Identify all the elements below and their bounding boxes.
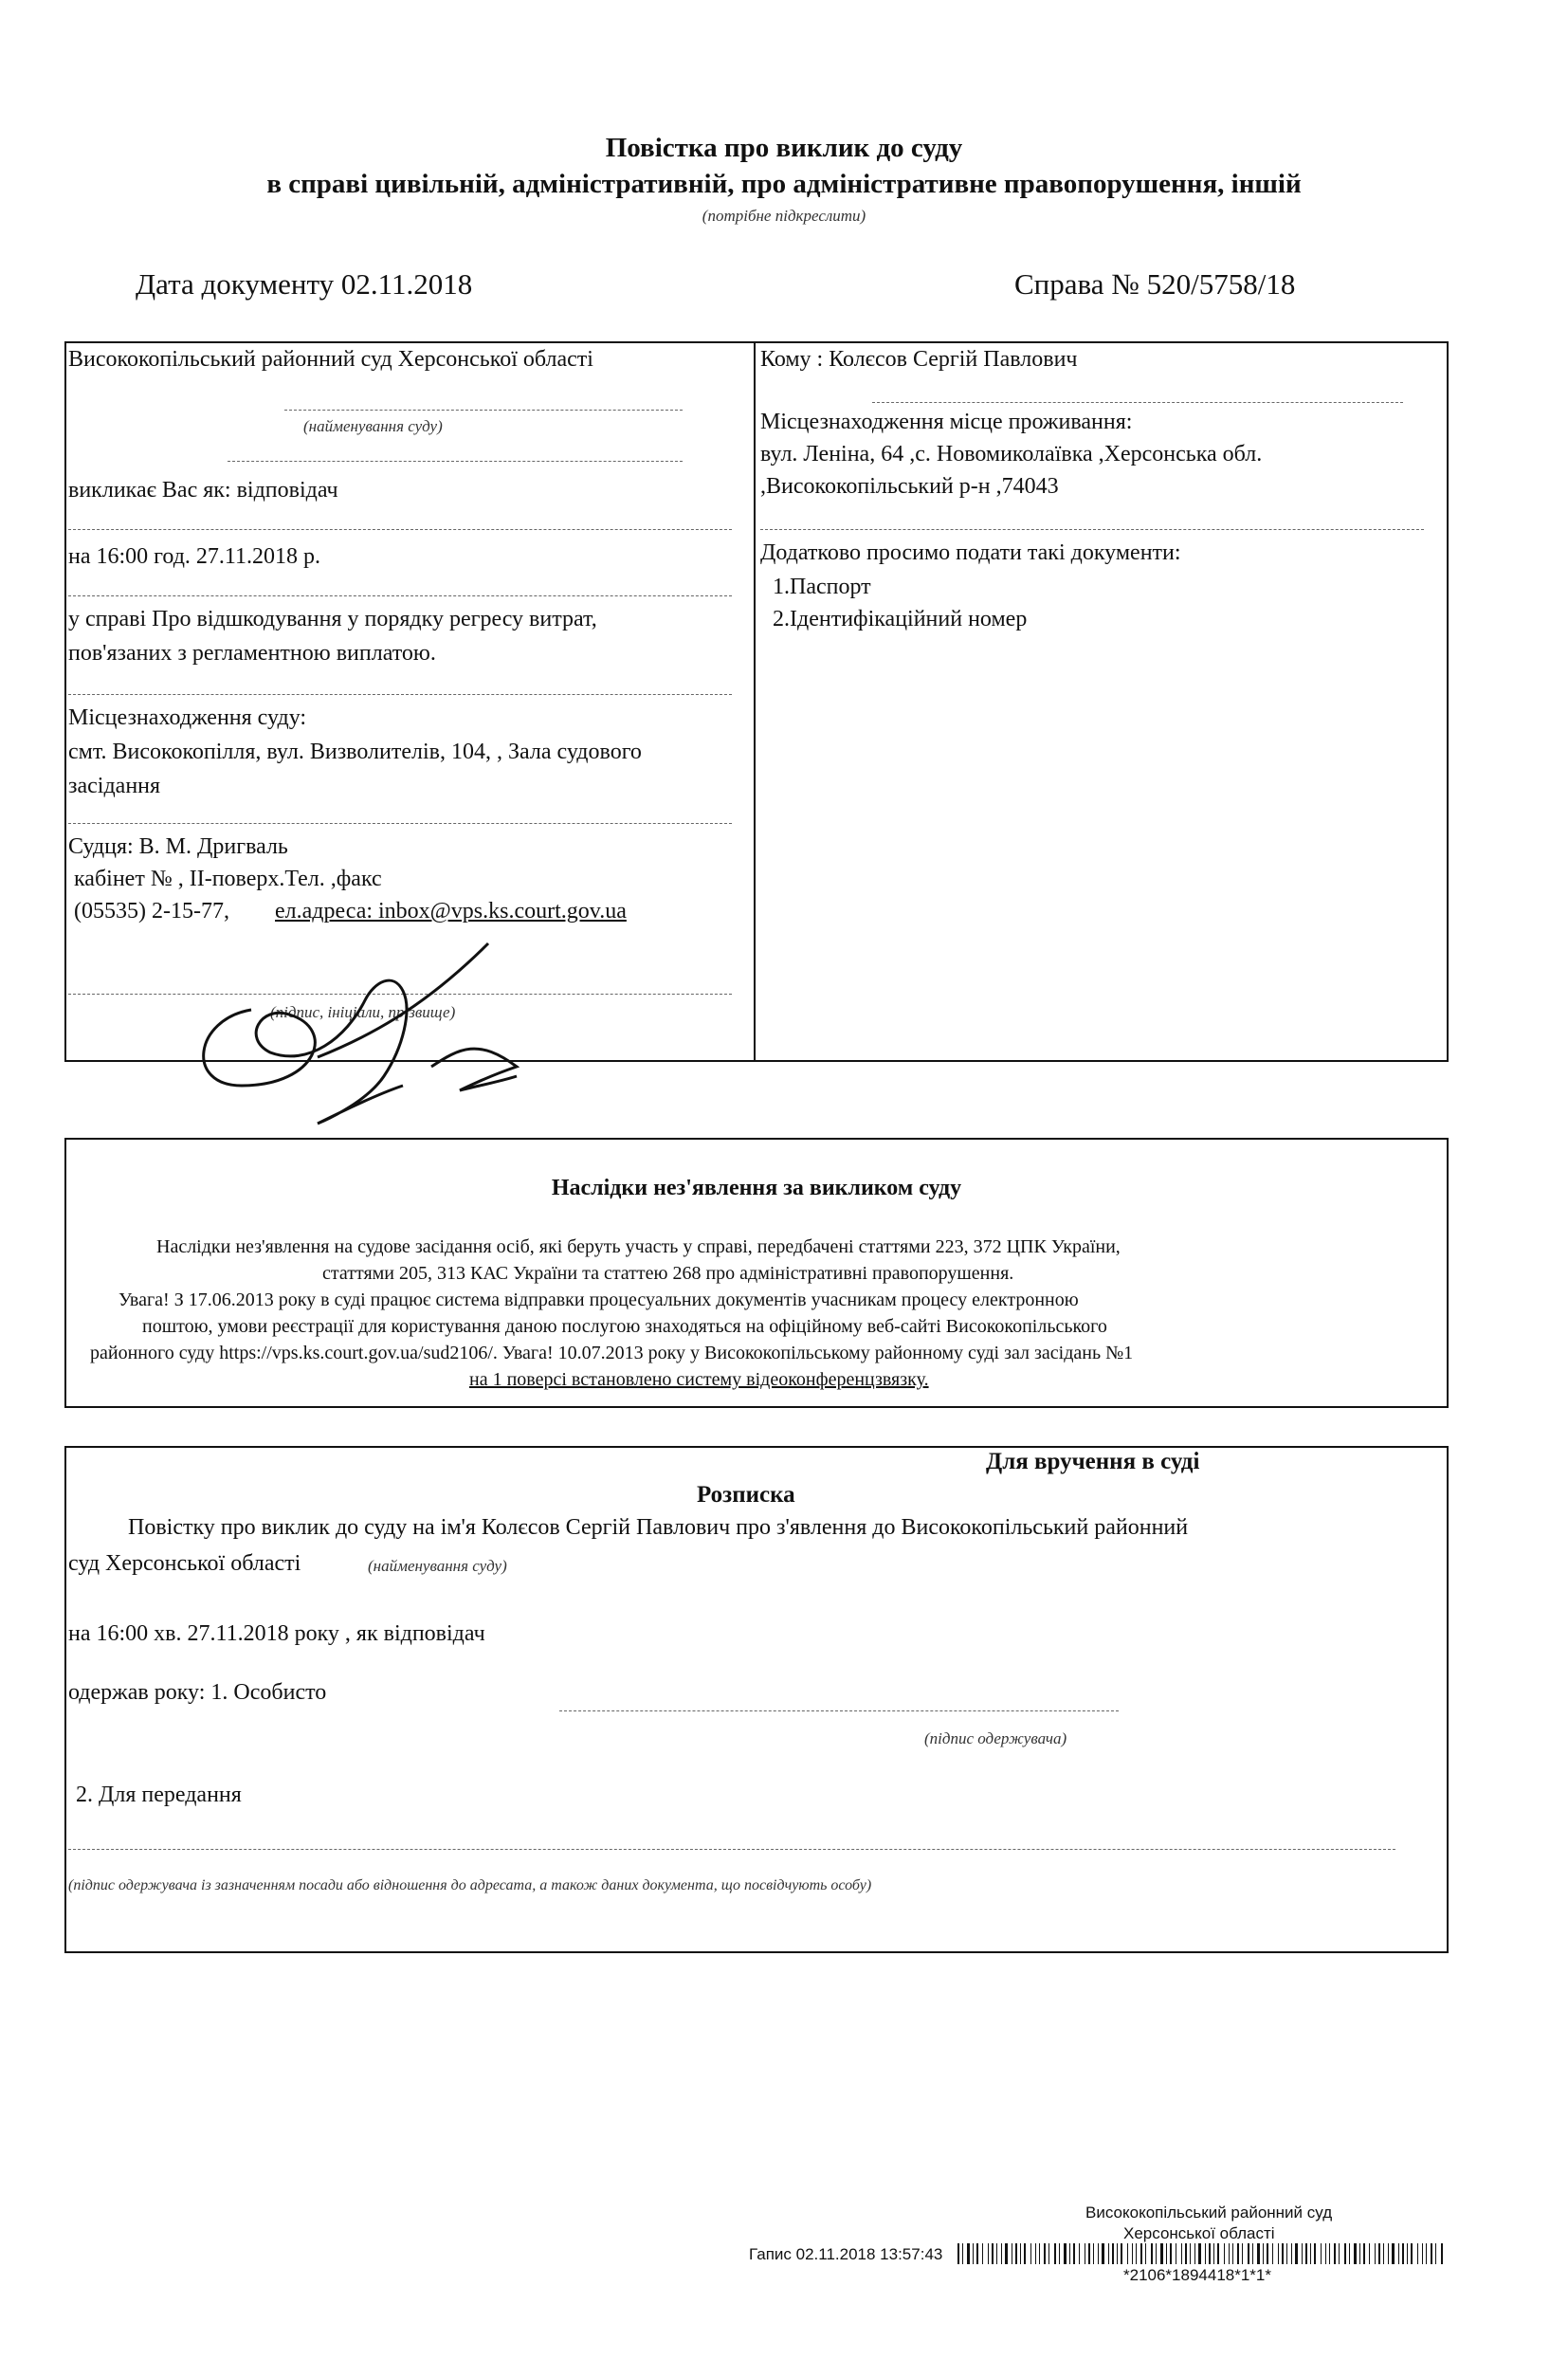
barcode-bar (1121, 2243, 1122, 2264)
barcode-bar (1392, 2243, 1395, 2264)
barcode-bar (1213, 2243, 1214, 2264)
barcode-bar (1321, 2243, 1322, 2264)
barcode-bar (1375, 2243, 1376, 2264)
barcode-bar (1354, 2243, 1357, 2264)
barcode-bar (1145, 2243, 1146, 2264)
barcode-bar (1088, 2243, 1090, 2264)
barcode-bar (1232, 2243, 1233, 2264)
barcode-bar (1209, 2243, 1211, 2264)
barcode-bar (1417, 2243, 1418, 2264)
barcode-bar (1048, 2243, 1049, 2264)
barcode-bar (1435, 2243, 1436, 2264)
barcode-bar (1112, 2243, 1114, 2264)
barcode-bar (982, 2243, 983, 2264)
page-subtitle: в справі цивільній, адміністративній, про адміністративне правопорушення, іншій (266, 169, 1302, 199)
barcode-bar (1064, 2243, 1067, 2264)
barcode-bar (1431, 2243, 1432, 2264)
recipient-details-hint: (підпис одержувача із зазначенням посади або відношення до адресата, а також даних документа, що посвідчують особу) (68, 1877, 872, 1893)
court-name: Висококопільський районний суд Херсонської області (68, 347, 593, 372)
office-info: кабінет № , II-поверх.Тел. ,факс (74, 867, 382, 891)
barcode-bar (992, 2243, 994, 2264)
barcode-bar (1073, 2243, 1075, 2264)
separator (872, 402, 1403, 403)
barcode-bar (1310, 2243, 1311, 2264)
consequences-title: Наслідки нез'явлення за викликом суду (551, 1176, 962, 1200)
barcode-bar (1185, 2243, 1187, 2264)
case-number: Справа № 520/5758/18 (1014, 267, 1296, 301)
receipt-title: Розписка (697, 1482, 795, 1508)
judge-signature (175, 934, 574, 1133)
page-title: Повістка про виклик до суду (605, 133, 963, 163)
barcode-bar (1263, 2243, 1264, 2264)
barcode-bar (1325, 2243, 1326, 2264)
barcode-bar (1108, 2243, 1109, 2264)
barcode-bar (1005, 2243, 1008, 2264)
barcode-bar (1402, 2243, 1404, 2264)
barcode-bar (1001, 2243, 1002, 2264)
barcode-bar (1030, 2243, 1031, 2264)
barcode-bar (1198, 2243, 1201, 2264)
barcode-bar (996, 2243, 997, 2264)
court-location-line-1: смт. Висококопілля, вул. Визволителів, 104, , Зала судового (68, 740, 642, 764)
court-name-hint: (найменування суду) (368, 1557, 507, 1575)
separator (68, 595, 732, 596)
consequences-line: районного суду https://vps.ks.court.gov.ua/sud2106/. Увага! 10.07.2013 року у Висококопільському районному суді зал засідань №1 (90, 1343, 1134, 1363)
consequences-line: статтями 205, 313 КАС України та статтею 268 про адміністративні правопорушення. (322, 1263, 1014, 1284)
barcode-bar (1349, 2243, 1350, 2264)
receipt-line-3: на 16:00 хв. 27.11.2018 року , як відповідач (68, 1621, 485, 1646)
documents-label: Додатково просимо подати такі документи: (760, 540, 1181, 565)
barcode-bar (962, 2243, 963, 2264)
registration-timestamp: Гапис 02.11.2018 13:57:43 (749, 2245, 943, 2263)
barcode-bar (1267, 2243, 1268, 2264)
receipt-line-4: одержав року: 1. Особисто (68, 1680, 327, 1705)
judge-name: Судця: В. М. Дригваль (68, 834, 288, 859)
court-location-label: Місцезнаходження суду: (68, 705, 307, 730)
barcode-bar (1156, 2243, 1157, 2264)
barcode-bar (1257, 2243, 1260, 2264)
barcode-bar (1329, 2243, 1330, 2264)
barcode-bar (1020, 2243, 1021, 2264)
case-subject-line-1: у справі Про відшкодування у порядку регресу витрат, (68, 607, 597, 631)
barcode-bar (1291, 2243, 1292, 2264)
barcode-bar (1426, 2243, 1427, 2264)
document-date: Дата документу 02.11.2018 (136, 267, 473, 301)
barcode-bar (1194, 2243, 1195, 2264)
stamp-court-line-2: Херсонської області (1123, 2224, 1275, 2242)
consequences-line: Увага! З 17.06.2013 року в суді працює система відправки процесуальних документів учасникам процесу електронною (119, 1289, 1079, 1310)
barcode-bar (1170, 2243, 1172, 2264)
barcode-bar (1282, 2243, 1284, 2264)
barcode-bar (1151, 2243, 1153, 2264)
barcode-bar (1286, 2243, 1287, 2264)
barcode-bar (1378, 2243, 1380, 2264)
barcode-bar (1166, 2243, 1167, 2264)
barcode-bar (1363, 2243, 1365, 2264)
barcode-bar (1059, 2243, 1060, 2264)
barcode-bar (1441, 2243, 1443, 2264)
barcode-bar (1237, 2243, 1239, 2264)
consequences-line: поштою, умови реєстрації для користування даною послугою знаходяться на офіційному веб-сайті Висококопільського (142, 1316, 1107, 1337)
barcode-bar (1024, 2243, 1026, 2264)
separator (68, 694, 732, 695)
barcode-bar (1252, 2243, 1253, 2264)
barcode-bar (1190, 2243, 1191, 2264)
phone: (05535) 2-15-77, (74, 899, 229, 923)
barcode-bar (1054, 2243, 1056, 2264)
barcode-bar (1117, 2243, 1118, 2264)
barcode-bar (1388, 2243, 1389, 2264)
barcode-bar (1069, 2243, 1070, 2264)
barcode-bar (1242, 2243, 1243, 2264)
barcode-bar (1422, 2243, 1423, 2264)
for-court-label: Для вручення в суді (986, 1449, 1200, 1474)
barcode-bar (1248, 2243, 1249, 2264)
barcode-bar (976, 2243, 978, 2264)
receipt-line-5: 2. Для передання (76, 1783, 242, 1807)
barcode-bar (1098, 2243, 1099, 2264)
barcode-bar (1369, 2243, 1370, 2264)
hearing-time: на 16:00 год. 27.11.2018 р. (68, 544, 321, 569)
barcode-bar (1181, 2243, 1182, 2264)
barcode-bar (1035, 2243, 1036, 2264)
document-item-2: 2.Ідентифікаційний номер (773, 607, 1028, 631)
column-divider (754, 341, 756, 1062)
summons-role: викликає Вас як: відповідач (68, 478, 338, 503)
barcode-bar (1136, 2243, 1137, 2264)
barcode-bar (1102, 2243, 1104, 2264)
barcode-bar (1334, 2243, 1336, 2264)
barcode-bar (1407, 2243, 1408, 2264)
barcode-bar (1140, 2243, 1142, 2264)
barcode-bar (1093, 2243, 1094, 2264)
barcode-bar (1398, 2243, 1399, 2264)
separator (760, 529, 1424, 530)
barcode-bar (1272, 2243, 1273, 2264)
barcode (957, 2243, 1450, 2266)
barcode-bar (1217, 2243, 1219, 2264)
barcode-bar (988, 2243, 989, 2264)
underline-hint: (потрібне підкреслити) (702, 207, 866, 225)
separator (284, 410, 683, 411)
barcode-bar (1295, 2243, 1298, 2264)
barcode-bar (1339, 2243, 1340, 2264)
barcode-bar (1411, 2243, 1413, 2264)
court-location-line-2: засідання (68, 774, 161, 798)
separator (68, 529, 732, 530)
separator (68, 1849, 1395, 1850)
recipient: Кому : Колєсов Сергій Павлович (760, 347, 1078, 372)
barcode-bar (957, 2243, 959, 2264)
barcode-bar (1314, 2243, 1316, 2264)
barcode-number: *2106*1894418*1*1* (1123, 2266, 1271, 2284)
barcode-bar (1383, 2243, 1384, 2264)
signature-hint: (підпис, ініціали, прізвище) (270, 1003, 456, 1021)
barcode-bar (1205, 2243, 1206, 2264)
court-name-hint: (найменування суду) (303, 417, 443, 435)
residence-line-1: вул. Леніна, 64 ,с. Новомиколаївка ,Херсонська обл. (760, 442, 1263, 466)
barcode-bar (1015, 2243, 1017, 2264)
consequences-line: Наслідки нез'явлення на судове засідання осіб, які беруть участь у справі, передбачені статтями 223, 372 ЦПК України, (156, 1236, 1121, 1257)
barcode-bar (1359, 2243, 1360, 2264)
receipt-line-2: суд Херсонської області (68, 1551, 301, 1576)
barcode-bar (1132, 2243, 1133, 2264)
separator (559, 1710, 1119, 1711)
barcode-bar (1160, 2243, 1163, 2264)
barcode-bar (973, 2243, 974, 2264)
document-item-1: 1.Паспорт (773, 575, 871, 599)
barcode-bar (1278, 2243, 1279, 2264)
residence-line-2: ,Висококопільський р-н ,74043 (760, 474, 1059, 499)
case-subject-line-2: пов'язаних з регламентною виплатою. (68, 641, 436, 666)
separator (228, 461, 683, 462)
separator (68, 823, 732, 824)
barcode-bar (1229, 2243, 1230, 2264)
barcode-bar (967, 2243, 970, 2264)
recipient-signature-hint: (підпис одержувача) (924, 1729, 1067, 1747)
consequences-line: на 1 поверсі встановлено систему відеоконференцзвязку. (469, 1369, 929, 1390)
barcode-bar (1224, 2243, 1225, 2264)
residence-label: Місцезнаходження місце проживання: (760, 410, 1133, 434)
barcode-bar (1127, 2243, 1128, 2264)
email-address: ел.адреса: inbox@vps.ks.court.gov.ua (275, 899, 627, 923)
receipt-line-1: Повістку про виклик до суду на ім'я Колєсов Сергій Павлович про з'явлення до Висококопільський районний (128, 1515, 1189, 1540)
barcode-bar (1302, 2243, 1303, 2264)
barcode-bar (1039, 2243, 1040, 2264)
barcode-bar (1044, 2243, 1046, 2264)
barcode-bar (1305, 2243, 1307, 2264)
barcode-bar (1079, 2243, 1080, 2264)
stamp-court-line-1: Висококопільський районний суд (1085, 2204, 1333, 2222)
barcode-bar (1344, 2243, 1346, 2264)
